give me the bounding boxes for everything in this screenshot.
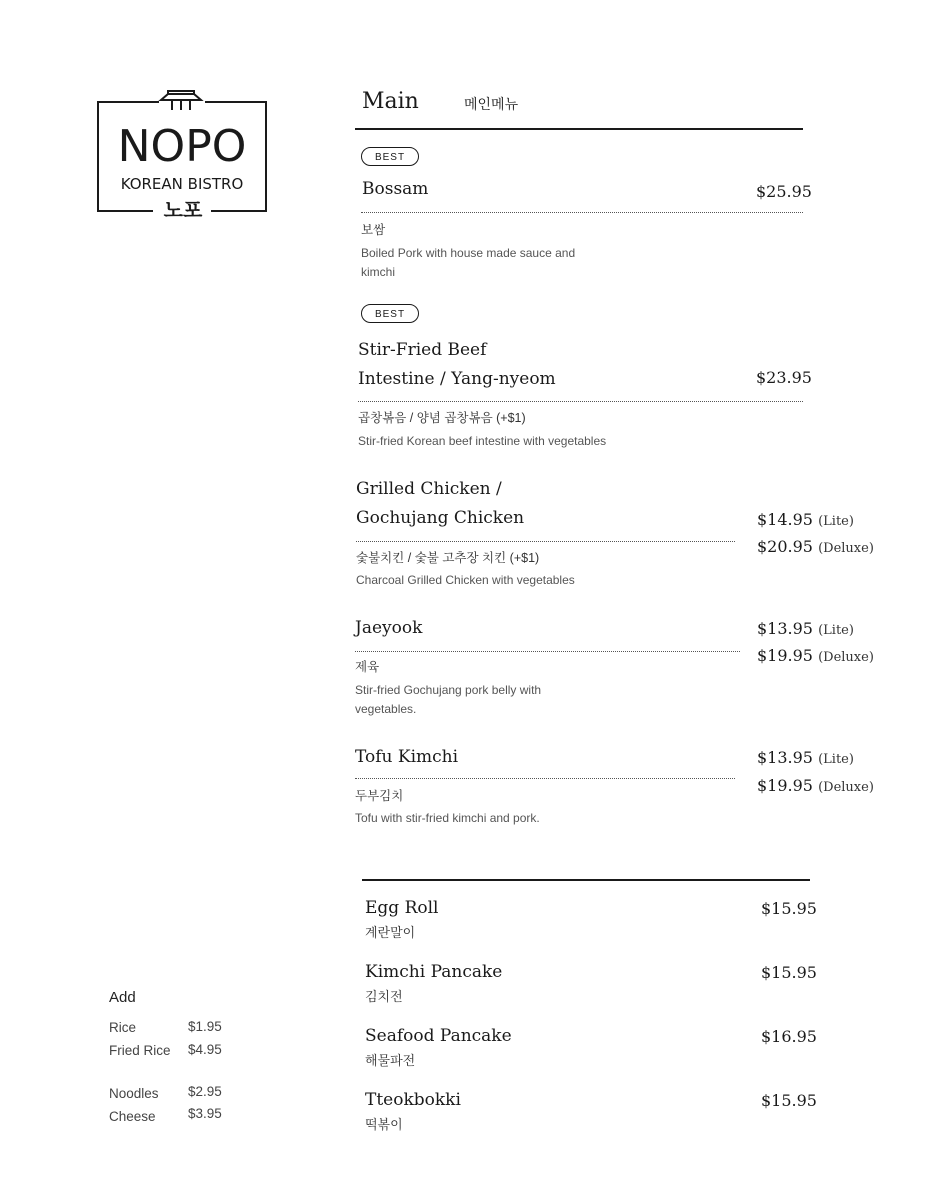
item-description: Charcoal Grilled Chicken with vegetables xyxy=(356,573,575,587)
section-title: Main xyxy=(362,89,419,114)
item-korean: 김치전 xyxy=(365,989,403,1004)
item-name: Egg Roll xyxy=(365,898,439,918)
logo-subtitle: KOREAN BISTRO xyxy=(120,175,244,193)
item-name: Tofu Kimchi xyxy=(355,747,459,767)
add-item-price: $1.95 xyxy=(188,1019,222,1034)
section-title-korean: 메인메뉴 xyxy=(464,96,519,112)
dotted-divider xyxy=(355,651,740,652)
add-item-price: $4.95 xyxy=(188,1042,222,1057)
item-korean: 제육 xyxy=(355,660,380,674)
item-price: $25.95 xyxy=(756,182,812,201)
item-price: $15.95 xyxy=(761,963,817,982)
item-price-lite: $14.95 (Lite) xyxy=(757,510,854,529)
item-name: Kimchi Pancake xyxy=(365,962,503,982)
add-item-label: Cheese xyxy=(109,1109,156,1124)
dotted-divider xyxy=(361,212,803,213)
item-name: Bossam xyxy=(362,179,429,199)
add-item-label: Noodles xyxy=(109,1086,159,1101)
item-korean: 해물파전 xyxy=(365,1053,416,1068)
item-name: Stir-Fried Beef Intestine / Yang-nyeom xyxy=(358,340,556,389)
item-price-deluxe: $19.95 (Deluxe) xyxy=(757,776,874,795)
item-description: Stir-fried Gochujang pork belly with vegetables. xyxy=(355,683,542,716)
logo-korean: 노포 xyxy=(163,198,203,222)
logo-frame xyxy=(97,101,267,212)
item-korean: 곱창볶음 / 양념 곱창볶음 (+$1) xyxy=(358,411,526,425)
dotted-divider xyxy=(355,778,735,779)
add-item-label: Rice xyxy=(109,1020,137,1035)
item-price: $15.95 xyxy=(761,899,817,918)
dotted-divider xyxy=(356,541,735,542)
item-korean: 떡볶이 xyxy=(365,1117,403,1132)
item-price: $15.95 xyxy=(761,1091,817,1110)
best-badge: BEST xyxy=(361,304,419,323)
item-name: Grilled Chicken / Gochujang Chicken xyxy=(356,479,525,528)
item-price-deluxe: $19.95 (Deluxe) xyxy=(757,646,874,665)
item-korean: 두부김치 xyxy=(355,789,404,803)
item-price-deluxe: $20.95 (Deluxe) xyxy=(757,537,874,556)
item-price: $16.95 xyxy=(761,1027,817,1046)
item-korean: 보쌈 xyxy=(361,223,386,237)
item-description: Stir-fried Korean beef intestine with vegetables xyxy=(358,434,607,448)
add-item-label: Fried Rice xyxy=(109,1043,171,1058)
item-description: Tofu with stir-fried kimchi and pork. xyxy=(355,811,540,825)
dotted-divider xyxy=(358,401,803,402)
item-name: Jaeyook xyxy=(355,618,423,638)
section-rule xyxy=(355,128,803,130)
item-korean: 숯불치킨 / 숯불 고추장 치킨 (+$1) xyxy=(356,551,540,565)
item-korean: 계란말이 xyxy=(365,925,416,940)
item-price-lite: $13.95 (Lite) xyxy=(757,619,854,638)
section-rule xyxy=(362,879,810,881)
item-price: $23.95 xyxy=(756,368,812,387)
add-item-price: $3.95 xyxy=(188,1106,222,1121)
logo-wordmark: NOPO xyxy=(117,121,247,172)
item-name: Tteokbokki xyxy=(365,1090,461,1110)
item-description: Boiled Pork with house made sauce and kimchi xyxy=(361,246,576,279)
item-price-lite: $13.95 (Lite) xyxy=(757,748,854,767)
add-item-price: $2.95 xyxy=(188,1084,222,1099)
best-badge: BEST xyxy=(361,147,419,166)
item-name: Seafood Pancake xyxy=(365,1026,512,1046)
add-title: Add xyxy=(109,989,136,1006)
